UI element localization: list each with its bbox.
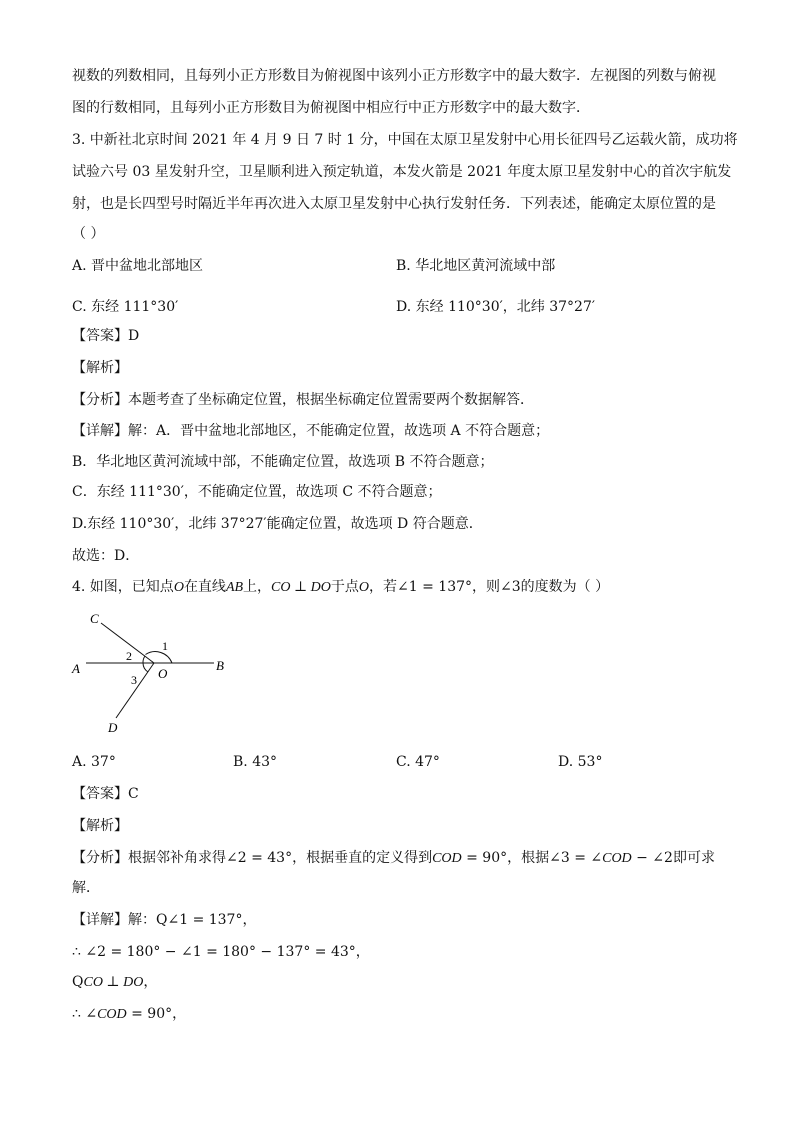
q3-option-d: D. 东经 110°30′，北纬 37°27′ xyxy=(396,299,596,315)
point-o: O xyxy=(173,580,184,595)
detail-text: ∴ ∠ xyxy=(72,1006,98,1022)
detail-text: Q xyxy=(72,974,84,990)
cod-expr: COD xyxy=(97,1007,127,1022)
q4-stem-part: 于点 xyxy=(330,579,359,595)
fenxi-text: 本题考查了坐标确定位置，根据坐标确定位置需要两个数据解答． xyxy=(128,392,534,408)
detail-text: 解：A．晋中盆地北部地区，不能确定位置，故选项 A 不符合题意； xyxy=(128,423,550,439)
q4-fenxi-cont: 解． xyxy=(72,880,100,896)
answer-tag: 【答案】 xyxy=(72,786,128,802)
answer-value: D xyxy=(128,328,140,344)
q4-stem-part: 上， xyxy=(243,579,272,595)
label-c: C xyxy=(90,611,99,626)
label-a: A xyxy=(72,661,80,676)
q3-answer xyxy=(72,326,139,346)
q4-jiexi: 【解析】 xyxy=(72,818,128,834)
q3-choose: 故选：D． xyxy=(72,548,140,564)
q3-option-c: C. 东经 111°30′ xyxy=(72,299,179,315)
detail-text: = 90°， xyxy=(126,1006,187,1022)
fenxi-text: 根据邻补角求得∠2 = 43°，根据垂直的定义得到 xyxy=(128,850,433,866)
q3-stem-line-1: 3. 中新社北京时间 2021 年 4 月 9 日 7 时 1 分，中国在太原卫星发射中心用长征四号乙运载火箭，成功将 xyxy=(72,132,738,148)
ray-od xyxy=(116,663,154,718)
label-o: O xyxy=(158,666,168,681)
q3-detail-4: D.东经 110°30′，北纬 37°27′能确定位置，故选项 D 符合题意． xyxy=(72,516,483,532)
fenxi-text: = 90°，根据∠3 = ∠ xyxy=(461,850,603,866)
intro-line-1: 视数的列数相同，且每列小正方形数目为俯视图中该列小正方形数字中的最大数字．左视图的列数与俯视 xyxy=(72,68,716,84)
cod-expr: COD xyxy=(602,851,632,866)
angle-3-arc xyxy=(143,663,148,672)
q4-fenxi xyxy=(72,848,715,869)
q4-stem-part: 4. 如图，已知点 xyxy=(72,579,174,595)
line-ab: AB xyxy=(225,580,244,595)
intro-line-2: 图的行数相同，且每列小正方形数目为俯视图中相应行中正方形数字中的最大数字． xyxy=(72,100,590,116)
label-d: D xyxy=(108,720,118,735)
q4-option-a: A. 37° xyxy=(72,754,116,770)
q4-option-b: B. 43° xyxy=(233,754,278,770)
q4-option-d: D. 53° xyxy=(558,754,603,770)
angle-1-arc xyxy=(146,652,173,663)
q4-answer xyxy=(72,784,139,804)
perp-expr: CO ⊥ DO xyxy=(271,580,331,595)
answer-value: C xyxy=(128,786,139,802)
q3-paren: （ ） xyxy=(72,226,105,242)
q3-fenxi xyxy=(72,390,534,410)
q4-detail-2: ∴ ∠2 = 180° − ∠1 = 180° − 137° = 43°， xyxy=(72,944,370,960)
angle-2-arc xyxy=(143,656,145,663)
q3-option-a: A. 晋中盆地北部地区 xyxy=(72,258,204,274)
q3-jiexi: 【解析】 xyxy=(72,360,128,376)
q4-stem-part: 在直线 xyxy=(183,579,226,595)
q4-detail-3 xyxy=(72,972,157,993)
fenxi-tag: 【分析】 xyxy=(72,392,128,408)
label-angle-2: 2 xyxy=(126,649,132,663)
point-o: O xyxy=(358,580,370,595)
q4-detail-4 xyxy=(72,1004,186,1025)
detail-text: 解：Q∠1 = 137°， xyxy=(128,912,257,928)
answer-tag: 【答案】 xyxy=(72,328,128,344)
q3-stem-line-3: 射，也是长四型号时隔近半年再次进入太原卫星发射中心执行发射任务．下列表述，能确定太原位置的是 xyxy=(72,196,716,212)
geometry-figure xyxy=(66,608,246,738)
label-angle-1: 1 xyxy=(162,639,168,653)
xiangjie-tag: 【详解】 xyxy=(72,912,128,928)
detail-text: ， xyxy=(143,974,158,990)
q4-stem xyxy=(72,577,609,598)
fenxi-text: − ∠2即可求 xyxy=(631,850,715,866)
cod-expr: COD xyxy=(432,851,462,866)
q4-stem-part: ，若∠1 = 137°，则∠3的度数为（ ） xyxy=(369,579,610,595)
q4-option-c: C. 47° xyxy=(396,754,440,770)
q3-detail-3: C．东经 111°30′，不能确定位置，故选项 C 不符合题意； xyxy=(72,484,442,500)
label-angle-3: 3 xyxy=(131,673,137,687)
q4-detail-1 xyxy=(72,910,256,930)
q3-detail-2: B．华北地区黄河流域中部，不能确定位置，故选项 B 不符合题意； xyxy=(72,454,494,470)
xiangjie-tag: 【详解】 xyxy=(72,423,128,439)
q3-option-b: B. 华北地区黄河流域中部 xyxy=(396,258,556,274)
label-b: B xyxy=(216,658,224,673)
q3-detail-1 xyxy=(72,421,549,441)
fenxi-tag: 【分析】 xyxy=(72,850,128,866)
perp-expr: CO ⊥ DO xyxy=(83,975,144,990)
q3-stem-line-2: 试验六号 03 星发射升空，卫星顺利进入预定轨道，本发火箭是 2021 年度太原卫星发射中心的首次宇航发 xyxy=(72,164,732,180)
